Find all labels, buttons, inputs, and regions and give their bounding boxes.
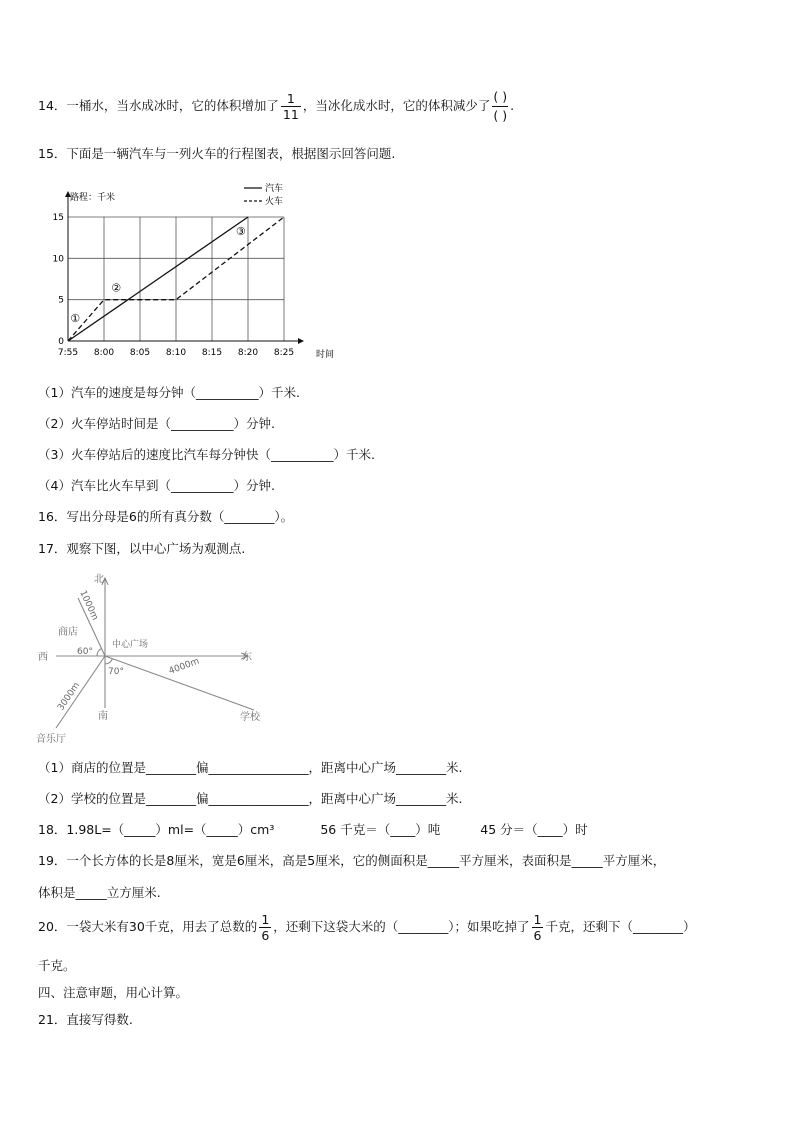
question-20 [38, 912, 696, 943]
q14-frac-num: 1 [281, 91, 301, 107]
chart-y-label: 路程：千米 [70, 193, 116, 203]
map-school: 学校 [240, 712, 260, 723]
legend-label: 火车 [265, 197, 284, 207]
question-16: 16．写出分母是6的所有真分数（________）。 [38, 509, 294, 524]
map-north: 北 [94, 574, 104, 585]
section-4-title: 四、注意审题，用心计算。 [38, 985, 189, 1000]
x-tick-label: 8:10 [165, 348, 187, 358]
map-west: 西 [38, 652, 48, 663]
map-shop: 商店 [58, 627, 78, 638]
q19-line2: 体积是_____立方厘米. [38, 885, 161, 900]
map-school-angle: 70° [108, 667, 124, 677]
legend-label: 汽车 [265, 184, 284, 194]
x-tick-label: 8:15 [201, 348, 223, 358]
q15-sub1: （1）汽车的速度是每分钟（__________）千米. [38, 385, 300, 400]
q18-part2: 56 千克＝（____）吨 [320, 822, 441, 837]
question-21: 21．直接写得数. [38, 1012, 133, 1027]
angle-arc-60 [97, 649, 102, 657]
chart-annotation: ① [70, 311, 81, 325]
q14-end: . [510, 98, 515, 113]
x-tick-label: 8:25 [273, 348, 295, 358]
q18-part3: 45 分＝（____）时 [480, 822, 588, 837]
q20-text-c: 千克，还剩下（________） [545, 919, 696, 934]
y-tick-label: 5 [58, 295, 64, 306]
q20-fraction-2 [532, 912, 544, 943]
chart-annotation: ③ [235, 225, 246, 239]
q14-answer-fraction [492, 88, 508, 125]
y-tick-label: 15 [52, 213, 64, 223]
q14-frac-den: 11 [282, 107, 299, 122]
q20-text-b: ，还剩下这袋大米的（________）；如果吃掉了 [273, 919, 530, 934]
q15-sub2: （2）火车停站时间是（__________）分钟. [38, 416, 275, 431]
series-line-car [68, 217, 248, 341]
question-18 [38, 822, 588, 838]
q20-line2: 千克。 [38, 958, 76, 973]
map-shop-angle: 60° [77, 647, 93, 657]
x-axis-arrow [298, 338, 304, 344]
chart-annotation: ② [111, 281, 122, 295]
x-tick-label: 8:05 [129, 348, 151, 358]
x-tick-label: 8:20 [237, 348, 259, 358]
map-hall: 音乐厅 [36, 734, 66, 745]
direction-map [36, 568, 296, 748]
chart-annotations [70, 225, 246, 325]
q14-blank-den: ( ) [493, 108, 508, 123]
y-tick-label: 0 [58, 337, 64, 347]
q14-text-b: ，当冰化成水时，它的体积减少了 [302, 98, 491, 113]
map-south: 南 [98, 711, 108, 722]
map-school-dist: 4000m [167, 656, 201, 677]
q18-part1: 18．1.98L=（_____）ml=（_____）cm³ [38, 822, 275, 837]
q20-frac1-num: 1 [261, 912, 270, 927]
q20-frac1-den: 6 [261, 928, 270, 943]
q14-fraction [281, 91, 301, 122]
q15-stem: 15．下面是一辆汽车与一列火车的行程图表，根据图示回答问题. [38, 146, 396, 161]
map-shop-dist: 1000m [77, 589, 100, 622]
chart-grid [68, 217, 284, 341]
map-center: 中心广场 [112, 640, 149, 650]
q19-line1: 19．一个长方体的长是8厘米，宽是6厘米，高是5厘米，它的侧面积是_____平方厘米，表面积是_____平方厘米， [38, 853, 666, 868]
map-east: 东 [242, 652, 252, 663]
chart-axes [65, 191, 304, 344]
chart-x-label: 时间 [316, 350, 335, 360]
chart-legend [244, 182, 283, 207]
travel-chart [52, 176, 352, 366]
angle-arc-70 [105, 659, 113, 664]
q17-sub1: （1）商店的位置是________偏________________，距离中心广场________米. [38, 760, 463, 775]
y-tick-label: 10 [52, 254, 64, 265]
q20-fraction-1 [259, 912, 271, 943]
q17-stem: 17．观察下图，以中心广场为观测点. [38, 541, 246, 556]
q17-sub2: （2）学校的位置是________偏________________，距离中心广场________米. [38, 791, 463, 806]
x-tick-label: 8:00 [93, 348, 115, 358]
x-tick-label: 7:55 [57, 348, 79, 358]
q14-text-a: 14．一桶水，当水成冰时，它的体积增加了 [38, 98, 279, 113]
q20-text-a: 20．一袋大米有30千克，用去了总数的 [38, 919, 258, 934]
question-14 [38, 88, 514, 125]
q15-sub4: （4）汽车比火车早到（__________）分钟. [38, 478, 275, 493]
chart-ticks [53, 213, 295, 358]
q20-frac2-num: 1 [533, 912, 542, 927]
q15-sub3: （3）火车停站后的速度比汽车每分钟快（__________）千米. [38, 447, 375, 462]
map-hall-dist: 3000m [56, 680, 83, 713]
q20-frac2-den: 6 [533, 928, 542, 943]
q14-blank-num: ( ) [492, 88, 508, 107]
